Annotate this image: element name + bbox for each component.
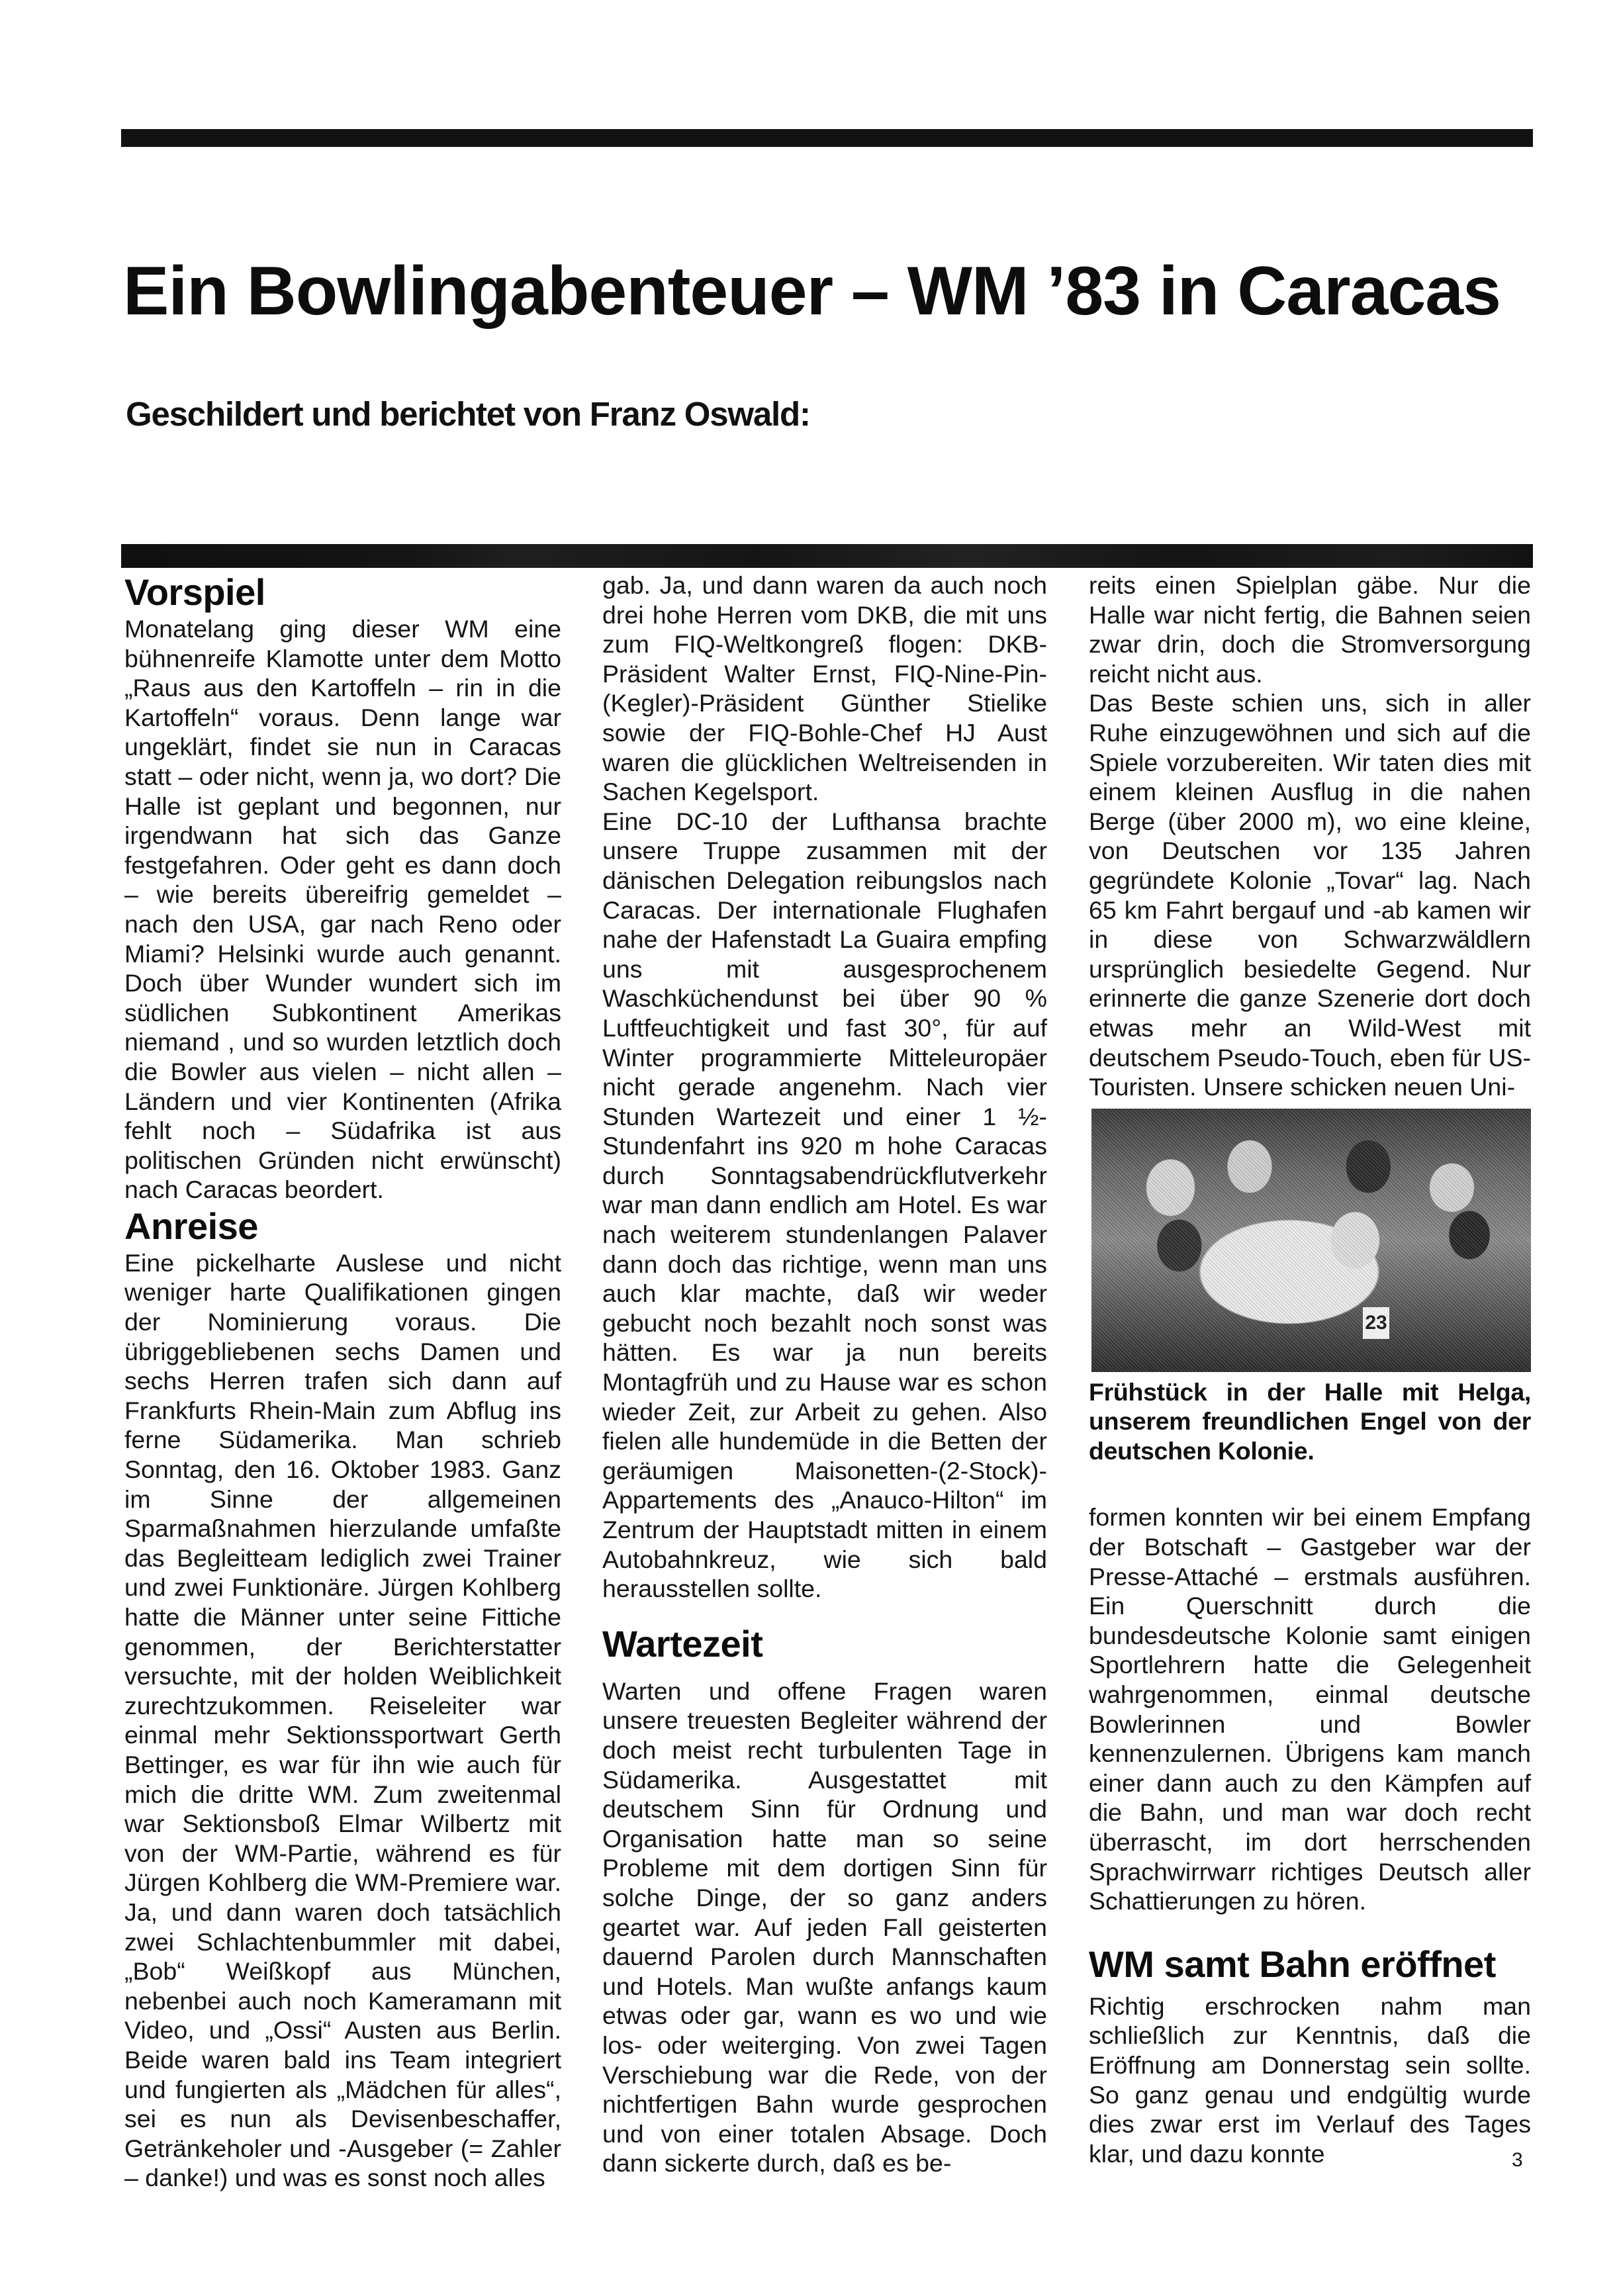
- heading-wartezeit: Wartezeit: [602, 1622, 763, 1665]
- section-rule: [121, 544, 1533, 568]
- page-number: 3: [1512, 2149, 1523, 2171]
- article-title: Ein Bowlingabenteuer – WM ’83 in Caracas: [123, 253, 1501, 330]
- bib-number: 23: [1363, 1307, 1389, 1339]
- paragraph-wartezeit-cont-2: Das Beste schien uns, sich in aller Ruhe einzugewöhnen und sich auf die Spiele vorzubereiten. Wir taten dies mit einem kleinen Ausflug in die nahen Berge (über 2000 m), wo eine kleine, von Deutschen vor 135 Jahren gegründete Kolonie „Tovar“ lag. Nach 65 km Fahrt bergauf und -ab kamen wir in diese von Schwarzwäldlern ursprünglich besiedelte Gegend. Nur erinnerte die ganze Szenerie dort doch etwas mehr an Wild-West mit deutschem Pseudo-Touch, eben für US-Touristen. Unsere schicken neuen Uni-: [1089, 689, 1531, 1101]
- breakfast-photo: [1091, 1109, 1531, 1372]
- column-left: [124, 571, 561, 2193]
- column-right: [1089, 571, 1531, 2168]
- paragraph-anreise: Eine pickelharte Auslese und nicht weniger harte Qualifikationen gingen der Nominierung voraus. Die übriggebliebenen sechs Damen und sechs Herren trafen sich dann auf Frankfurts Rhein-Main zum Abflug ins ferne Südamerika. Man schrieb Sonntag, den 16. Oktober 1983. Ganz im Sinne der allgemeinen Sparmaßnahmen hierzulande umfaßte das Begleitteam lediglich zwei Trainer und zwei Funktionäre. Jürgen Kohlberg hatte die Männer unter seine Fittiche genommen, der Berichterstatter versuchte, mit der holden Weiblichkeit zurechtzukommen. Reiseleiter war einmal mehr Sektionssportwart Gerth Bettinger, es war für ihn wie auch für mich die dritte WM. Zum zweitenmal war Sektionsboß Elmar Wilbertz mit von der WM-Partie, während es für Jürgen Kohlberg die WM-Premiere war. Ja, und dann waren doch tatsächlich zwei Schlachtenbummler mit dabei, „Bob“ Weißkopf aus München, nebenbei auch noch Kameramann mit Video, und „Ossi“ Austen aus Berlin. Beide waren bald ins Team integriert und fungierten als „Mädchen für alles“, sei es nun als Devisenbeschaffer, Getränkeholer und -Ausgeber (= Zahler – danke!) und was es sonst noch alles: [124, 1248, 561, 2192]
- paragraph-wartezeit: Warten und offene Fragen waren unsere treuesten Begleiter während der doch meist recht turbulenten Tage in Südamerika. Ausgestattet mit deutschem Sinn für Ordnung und Organisation hatte man so seine Probleme mit dem dortigen Sinn für solche Dinge, der so ganz anders geartet war. Auf jeden Fall geisterten dauernd Parolen durch Mannschaften und Hotels. Man wußte anfangs kaum etwas oder gar, wann es wo und wie los- oder weiterging. Von zwei Tagen Verschiebung war die Rede, von der nichtfertigen Bahn wurde gesprochen und von einer totalen Absage. Doch dann sickerte durch, daß es be-: [602, 1676, 1047, 2178]
- heading-eroeffnung: WM samt Bahn eröffnet: [1089, 1943, 1496, 1985]
- paragraph-wartezeit-cont-1: reits einen Spielplan gäbe. Nur die Halle war nicht fertig, die Bahnen seien zwar drin, doch die Stromversorgung reicht nicht aus.: [1089, 571, 1531, 688]
- paragraph-anreise-cont-2: Eine DC-10 der Lufthansa brachte unsere Truppe zusammen mit der dänischen Delegation reibungslos nach Caracas. Der internationale Flughafen nahe der Hafenstadt La Guaira empfing uns mit ausgesprochenem Waschküchendunst bei über 90 % Luftfeuchtigkeit und fast 30°, für auf Winter programmierte Mitteleuropäer nicht gerade angenehm. Nach vier Stunden Wartezeit und einer 1 ½-Stundenfahrt ins 920 m hohe Caracas durch Sonntagsabendrückflutverkehr war man dann endlich am Hotel. Es war nach weiterem stundenlangen Palaver dann doch das richtige, wenn man uns auch klar machte, daß wir weder gebucht noch bezahlt noch sonst was hätten. Es war ja nun bereits Montagfrüh und zu Hause war es schon wieder Zeit, zur Arbeit zu gehen. Also fielen alle hundemüde in die Betten der geräumigen Maisonetten-(2-Stock)-Appartements des „Anauco-Hilton“ im Zentrum der Hauptstadt mitten in einem Autobahnkreuz, wie sich bald herausstellen sollte.: [602, 807, 1047, 1603]
- article-byline: Geschildert und berichtet von Franz Oswald:: [126, 395, 810, 433]
- top-rule: [121, 129, 1533, 147]
- paragraph-wartezeit-cont-3: formen konnten wir bei einem Empfang der Botschaft – Gastgeber war der Presse-Attaché – erstmals ausführen. Ein Querschnitt durch die bundesdeutsche Kolonie samt einigen Sportlehrern hatte die Gelegenheit wahrgenommen, einmal deutsche Bowlerinnen und Bowler kennenzulernen. Übrigens kam manch einer dann auch zu den Kämpfen auf die Bahn, und man war doch recht überrascht, im dort herrschenden Sprachwirrwarr richtiges Deutsch aller Schattierungen zu hören.: [1089, 1503, 1531, 1915]
- heading-anreise: Anreise: [124, 1205, 258, 1247]
- paragraph-vorspiel: Monatelang ging dieser WM eine bühnenreife Klamotte unter dem Motto „Raus aus den Kartoffeln – rin in die Kartoffeln“ voraus. Denn lange war ungeklärt, findet sie nun in Caracas statt – oder nicht, wenn ja, wo dort? Die Halle ist geplant und begonnen, nur irgendwann hat sich das Ganze festgefahren. Oder geht es dann doch – wie bereits übereifrig gemeldet – nach den USA, gar nach Reno oder Miami? Helsinki wurde auch genannt. Doch über Wunder wundert sich im südlichen Subkontinent Amerikas niemand , und so wurden letztlich doch die Bowler aus vielen – nicht allen – Ländern und vier Kontinenten (Afrika fehlt noch – Südafrika ist aus politischen Gründen nicht erwünscht) nach Caracas beordert.: [124, 615, 561, 1204]
- photo-caption: Frühstück in der Halle mit Helga, unserem freundlichen Engel von der deutschen Kolonie.: [1089, 1377, 1531, 1465]
- column-middle: [602, 571, 1047, 2178]
- paragraph-eroeffnung: Richtig erschrocken nahm man schließlich zur Kenntnis, daß die Eröffnung am Donnerstag sein sollte. So ganz genau und endgültig wurde dies zwar erst im Verlauf des Tages klar, und dazu konnte: [1089, 1992, 1531, 2168]
- heading-vorspiel: Vorspiel: [124, 571, 265, 613]
- paragraph-anreise-cont-1: gab. Ja, und dann waren da auch noch drei hohe Herren vom DKB, die mit uns zum FIQ-Weltkongreß flogen: DKB-Präsident Walter Ernst, FIQ-Nine-Pin-(Kegler)-Präsident Günther Stielike sowie der FIQ-Bohle-Chef HJ Aust waren die glücklichen Weltreisenden in Sachen Kegelsport.: [602, 571, 1047, 806]
